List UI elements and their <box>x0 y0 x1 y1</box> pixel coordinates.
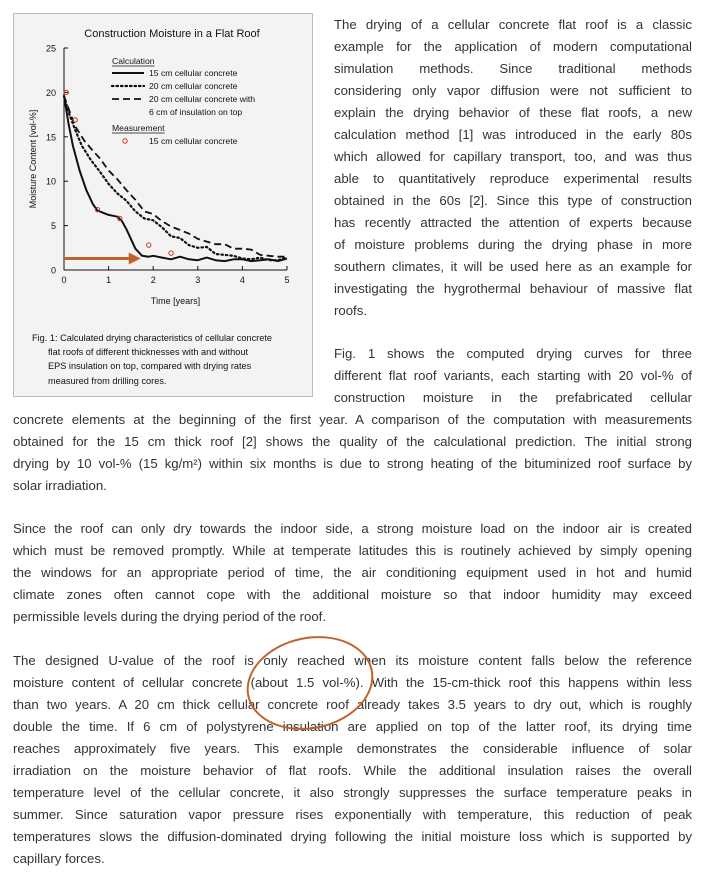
text-line: construction moisture in the prefabricated cellular <box>334 390 692 405</box>
legend-marker <box>123 139 127 143</box>
x-tick-label: 0 <box>61 275 67 285</box>
text-line: reaches approximately five years. This example demonstrates the considerable influence of solar <box>13 741 692 756</box>
series-line-dotted <box>64 96 287 260</box>
x-tick-label: 1 <box>106 275 112 285</box>
text-line: explain the drying behavior of these flat roofs, a new <box>334 105 692 120</box>
text-line: roofs. <box>334 303 367 318</box>
text-line: double the time. If 6 cm of polystyrene insulation are applied on top of the latter roof, its drying time <box>13 719 692 734</box>
legend-entry: 15 cm cellular concrete <box>149 136 238 146</box>
caption-line: measured from drilling cores. <box>48 375 167 386</box>
legend-entry-continued: 6 cm of insulation on top <box>149 107 243 117</box>
y-tick-label: 15 <box>45 132 56 143</box>
text-line: investigating the hygrothermal behaviour of massive flat <box>334 281 692 296</box>
text-line: calculation method [1] was introduced in the early 80s <box>334 127 692 142</box>
y-tick-label: 25 <box>45 43 56 54</box>
paragraph-3 <box>13 518 692 628</box>
text-line: than two years. A 20 cm thick cellular concrete roof already takes 3.5 years to dry out, which is roughly <box>13 697 692 712</box>
text-line: solar irradiation. <box>13 478 107 493</box>
moisture-chart <box>14 14 312 324</box>
measurement-point <box>147 243 151 247</box>
legend-heading-calculation: Calculation <box>112 56 155 66</box>
text-line: of moisture problems during the drying phase in more <box>334 237 692 252</box>
text-line: capillary forces. <box>13 851 105 866</box>
figure-caption <box>32 331 304 388</box>
text-line: considering only vapor diffusion were not sufficient to <box>334 83 692 98</box>
legend-entry: 20 cm cellular concrete <box>149 81 238 91</box>
series-line-dashed <box>64 96 287 257</box>
text-line: the windows for an appropriate period of time, the air conditioning equipment used in hot and humid <box>13 565 692 580</box>
text-line: obtained for the 15 cm thick roof [2] shows the quality of the calculational prediction. The initial strong <box>13 434 692 449</box>
text-line: Fig. 1 shows the computed drying curves for three <box>334 346 692 361</box>
x-tick-label: 3 <box>195 275 201 285</box>
paragraph-4 <box>13 650 692 870</box>
chart-arrow <box>65 252 141 264</box>
text-line: The designed U-value of the roof is only reached when its moisture content falls below the reference <box>13 653 692 668</box>
x-tick-label: 2 <box>150 275 156 285</box>
y-tick-label: 5 <box>50 221 56 232</box>
text-line: temperatures slows the diffusion-dominated drying following the initial moisture loss which is supported by <box>13 829 692 844</box>
paragraph-1 <box>334 14 692 322</box>
text-line: obtained in the 60s [2]. Since this type of construction <box>334 193 692 208</box>
series-line-solid <box>64 96 287 261</box>
paragraph-2-top <box>334 343 692 409</box>
text-line: moisture content of cellular concrete (about 1.5 vol-%). With the 15-cm-thick roof this happens within less <box>13 675 692 690</box>
legend-entry: 15 cm cellular concrete <box>149 68 238 78</box>
text-line: temperature level of the cellular concrete, it also strongly suppresses the surface temperature peaks in <box>13 785 692 800</box>
text-line: example for the application of modern computational <box>334 39 692 54</box>
text-line: concrete elements at the beginning of the first year. A comparison of the computation with measurements <box>13 412 692 427</box>
text-line: irradiation on the moisture behavior of flat roofs. While the additional insulation raises the overall <box>13 763 692 778</box>
caption-line: Fig. 1: Calculated drying characteristics of cellular concrete <box>32 333 273 343</box>
figure-box <box>13 13 313 397</box>
y-tick-label: 20 <box>45 87 56 98</box>
x-tick-label: 4 <box>239 275 245 285</box>
caption-line: EPS insulation on top, compared with drying rates <box>48 361 252 372</box>
text-line: which allowed for capillary transport, too, and was thus <box>334 149 692 164</box>
text-line: permissible levels during the drying period of the roof. <box>13 609 327 624</box>
text-line: able to quantitatively reproduce experimental results <box>334 171 692 186</box>
x-axis-label: Time [years] <box>150 296 201 306</box>
legend-heading-measurement: Measurement <box>112 123 165 133</box>
chart-title: Construction Moisture in a Flat Roof <box>84 28 260 40</box>
text-line: has recently attracted the attention of experts because <box>334 215 692 230</box>
moisture-chart-svg <box>14 14 312 324</box>
x-tick-label: 5 <box>284 275 290 285</box>
chart-legend <box>112 56 255 146</box>
text-line: summer. Since saturation vapor pressure rises exponentially with temperature, this reduction of peak <box>13 807 692 822</box>
text-line: Since the roof can only dry towards the indoor side, a strong moisture load on the indoor air is created <box>13 521 692 536</box>
text-line: The drying of a cellular concrete flat roof is a classic <box>334 17 692 32</box>
measurement-point <box>169 251 173 255</box>
text-line: different flat roof variants, each starting with 20 vol-% of <box>334 368 692 383</box>
text-line: climate zones often cannot cope with the additional moisture so that indoor humidity may exceed <box>13 587 692 602</box>
text-line: drying by 10 vol-% (15 kg/m²) within six months is due to strong heating of the bituminized roof surface by <box>13 456 692 471</box>
text-line: southern climates, it will be used here as an example for <box>334 259 692 274</box>
text-line: simulation methods. Since traditional methods <box>334 61 692 76</box>
y-axis-label: Moisture Content [vol-%] <box>28 109 38 209</box>
text-line: which must be removed promptly. While at temperate latitudes this is routinely achieved by simply opening <box>13 543 692 558</box>
arrow-head <box>129 252 141 264</box>
y-tick-label: 0 <box>50 265 56 276</box>
y-tick-label: 10 <box>45 176 56 187</box>
paragraph-2-bottom <box>13 409 692 497</box>
legend-entry: 20 cm cellular concrete with <box>149 94 256 104</box>
caption-line: flat roofs of different thicknesses with and without <box>48 347 249 358</box>
